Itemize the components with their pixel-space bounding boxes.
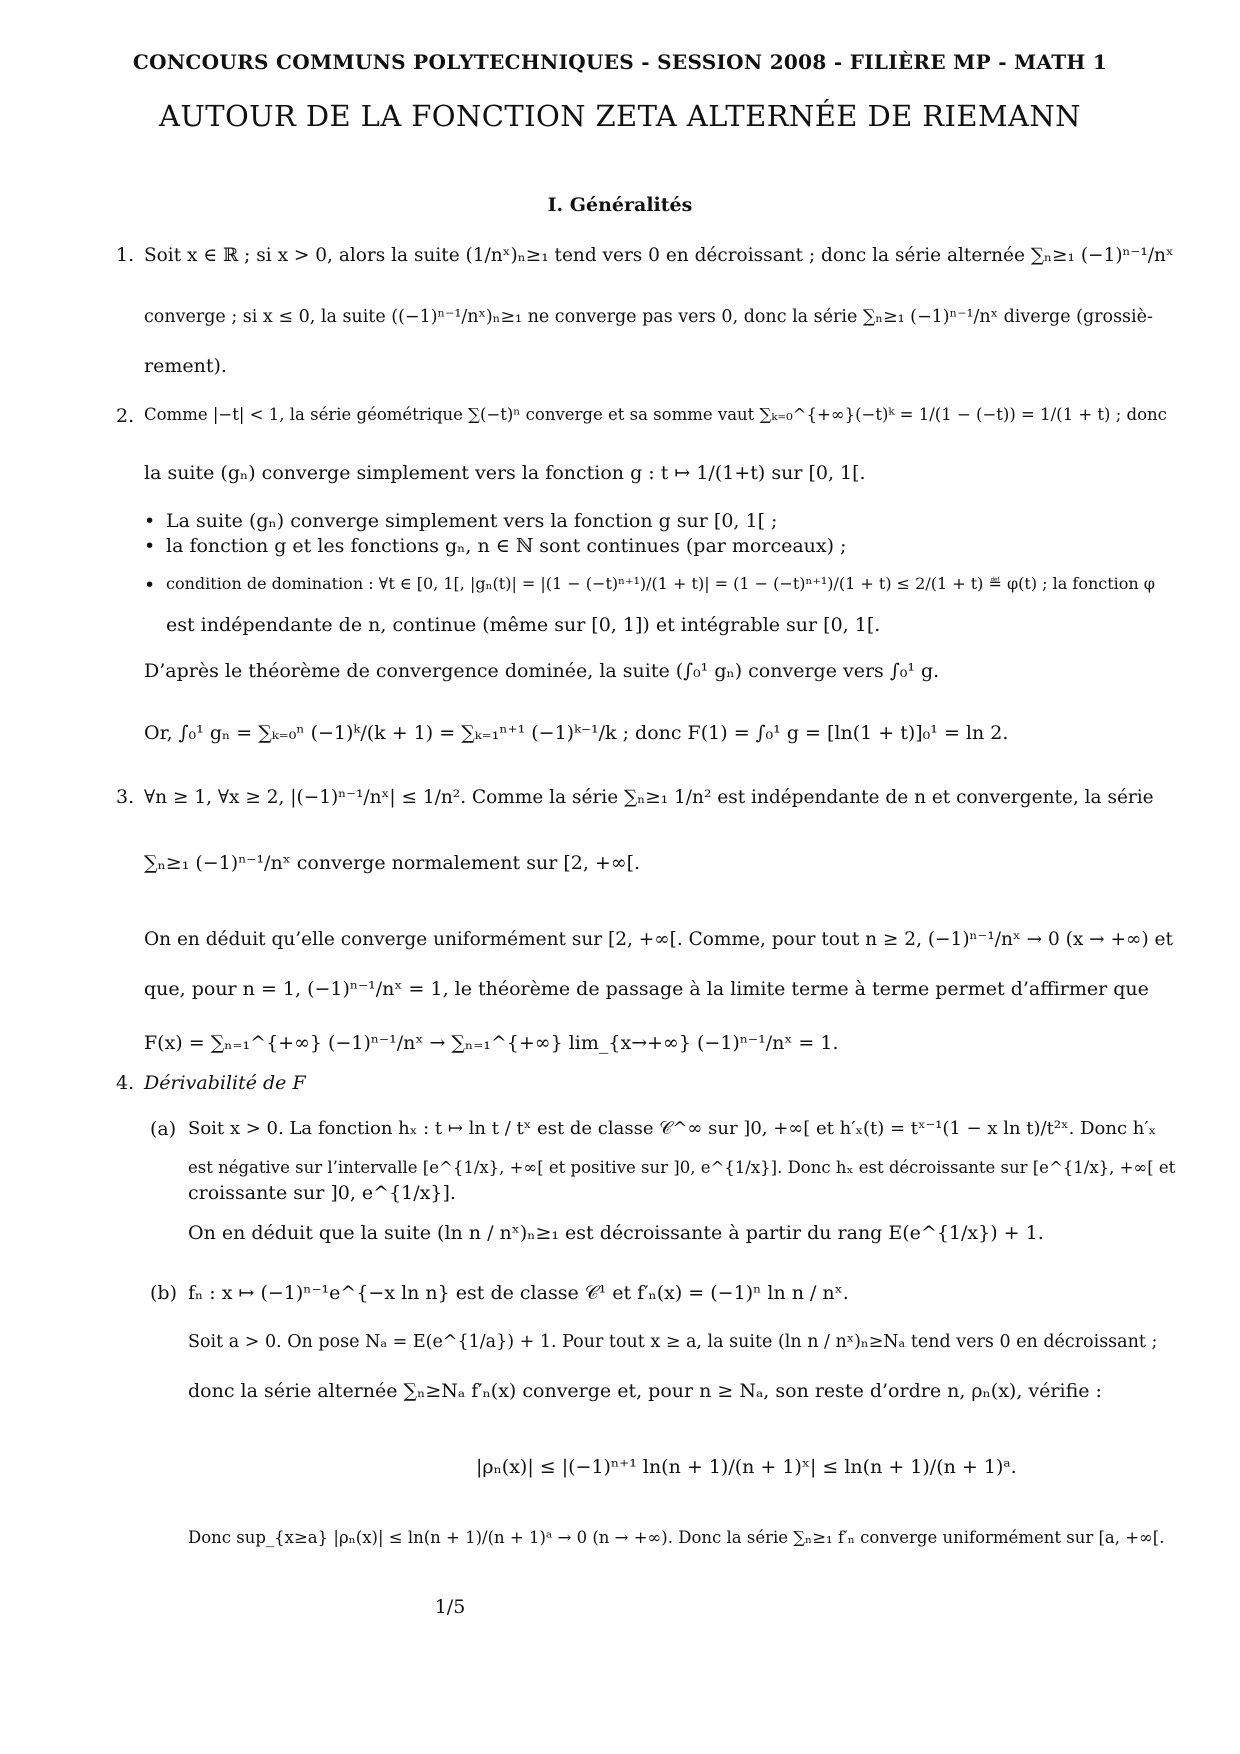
q4a-line-4: On en déduit que la suite (ln n / nˣ)ₙ≥₁ est décroissante à partir du rang E(e^{1/x}) + 1. (188, 1222, 1044, 1244)
q2-line-2: la suite (gₙ) converge simplement vers la fonction g : t ↦ 1/(1+t) sur [0, 1[. (144, 462, 866, 484)
q4a-line-1: Soit x > 0. La fonction hₓ : t ↦ ln t / tˣ est de classe 𝒞^∞ sur ]0, +∞[ et h′ₓ(t) = tˣ⁻¹(1 − x ln t)/t²ˣ. Donc h′ₓ (188, 1118, 1157, 1139)
q1-line-3: rement). (144, 355, 227, 377)
q3-line-3: On en déduit qu’elle converge uniformément sur [2, +∞[. Comme, pour tout n ≥ 2, (−1)ⁿ⁻¹/nˣ → 0 (x → +∞) et (144, 929, 1173, 950)
q3-line-1: ∀n ≥ 1, ∀x ≥ 2, |(−1)ⁿ⁻¹/nˣ| ≤ 1/n². Comme la série ∑ₙ≥₁ 1/n² est indépendante de n et convergente, la série (144, 787, 1154, 808)
q4b-line-2: Soit a > 0. On pose Nₐ = E(e^{1/a}) + 1. Pour tout x ≥ a, la suite (ln n / nˣ)ₙ≥Nₐ tend vers 0 en décroissant ; (188, 1332, 1158, 1352)
q1-line-1: Soit x ∈ ℝ ; si x > 0, alors la suite (1/nˣ)ₙ≥₁ tend vers 0 en décroissant ; donc la série alternée ∑ₙ≥₁ (−1)ⁿ⁻¹/nˣ (144, 245, 1174, 266)
bullet-mark: • (144, 535, 156, 557)
bullet-mark: • (144, 510, 156, 532)
q2-bullet-3-continued: est indépendante de n, continue (même sur [0, 1]) et intégrable sur [0, 1[. (166, 614, 881, 636)
q4a-label: (a) (150, 1118, 177, 1140)
page-number: 1/5 (434, 1596, 466, 1618)
q4b-line-1: fₙ : x ↦ (−1)ⁿ⁻¹e^{−x ln n} est de classe 𝒞¹ et f′ₙ(x) = (−1)ⁿ ln n / nˣ. (188, 1282, 849, 1304)
q1-number: 1. (116, 244, 135, 266)
q3-line-4: que, pour n = 1, (−1)ⁿ⁻¹/nˣ = 1, le théorème de passage à la limite terme à terme permet d’affirmer que (144, 978, 1149, 1000)
q2-line-3: D’après le théorème de convergence dominée, la suite (∫₀¹ gₙ) converge vers ∫₀¹ g. (144, 660, 940, 682)
q4-heading: Dérivabilité de F (144, 1072, 306, 1094)
bullet-mark: • (144, 574, 156, 596)
q4a-line-3: croissante sur ]0, e^{1/x}]. (188, 1182, 456, 1204)
q4b-line-5: Donc sup_{x≥a} |ρₙ(x)| ≤ ln(n + 1)/(n + 1)ᵃ → 0 (n → +∞). Donc la série ∑ₙ≥₁ f′ₙ converge uniformément sur [a, +∞[. (188, 1528, 1165, 1547)
document-title: AUTOUR DE LA FONCTION ZETA ALTERNÉE DE RIEMANN (159, 99, 1081, 133)
q2-line-4: Or, ∫₀¹ gₙ = ∑ₖ₌₀ⁿ (−1)ᵏ/(k + 1) = ∑ₖ₌₁ⁿ⁺¹ (−1)ᵏ⁻¹/k ; donc F(1) = ∫₀¹ g = [ln(1 + t)]₀¹ = ln 2. (144, 722, 1009, 744)
q2-bullet-1: La suite (gₙ) converge simplement vers la fonction g sur [0, 1[ ; (166, 510, 778, 532)
section-heading: I. Généralités (547, 194, 693, 216)
q4b-line-3: donc la série alternée ∑ₙ≥Nₐ f′ₙ(x) converge et, pour n ≥ Nₐ, son reste d’ordre n, ρₙ(x), vérifie : (188, 1380, 1102, 1402)
q3-line-5: F(x) = ∑ₙ₌₁^{+∞} (−1)ⁿ⁻¹/nˣ → ∑ₙ₌₁^{+∞} lim_{x→+∞} (−1)ⁿ⁻¹/nˣ = 1. (144, 1032, 839, 1054)
exam-header: CONCOURS COMMUNS POLYTECHNIQUES - SESSION 2008 - FILIÈRE MP - MATH 1 (132, 50, 1108, 74)
q3-line-2: ∑ₙ≥₁ (−1)ⁿ⁻¹/nˣ converge normalement sur [2, +∞[. (144, 852, 641, 874)
q4b-label: (b) (150, 1282, 177, 1304)
q2-bullet-2: la fonction g et les fonctions gₙ, n ∈ ℕ sont continues (par morceaux) ; (166, 535, 847, 557)
q3-number: 3. (116, 786, 135, 808)
q4b-inequality: |ρₙ(x)| ≤ |(−1)ⁿ⁺¹ ln(n + 1)/(n + 1)ˣ| ≤ ln(n + 1)/(n + 1)ᵃ. (476, 1456, 1017, 1478)
q2-bullet-3: condition de domination : ∀t ∈ [0, 1[, |gₙ(t)| = |(1 − (−t)ⁿ⁺¹)/(1 + t)| = (1 − (−t)ⁿ⁺¹)/(1 + t) ≤ 2/(1 + t) ≝ φ(t) ; la fonction φ (166, 574, 1155, 593)
q4-number: 4. (116, 1072, 135, 1094)
q2-number: 2. (116, 405, 135, 427)
q2-line-1: Comme |−t| < 1, la série géométrique ∑(−t)ⁿ converge et sa somme vaut ∑ₖ₌₀^{+∞}(−t)ᵏ = 1/(1 − (−t)) = 1/(1 + t) ; donc (144, 405, 1167, 424)
q4a-line-2: est négative sur l’intervalle [e^{1/x}, +∞[ et positive sur ]0, e^{1/x}]. Donc hₓ est décroissante sur [e^{1/x}, +∞[ et (188, 1158, 1176, 1177)
q1-line-2: converge ; si x ≤ 0, la suite ((−1)ⁿ⁻¹/nˣ)ₙ≥₁ ne converge pas vers 0, donc la série ∑ₙ≥₁ (−1)ⁿ⁻¹/nˣ diverge (grossiè- (144, 307, 1153, 327)
